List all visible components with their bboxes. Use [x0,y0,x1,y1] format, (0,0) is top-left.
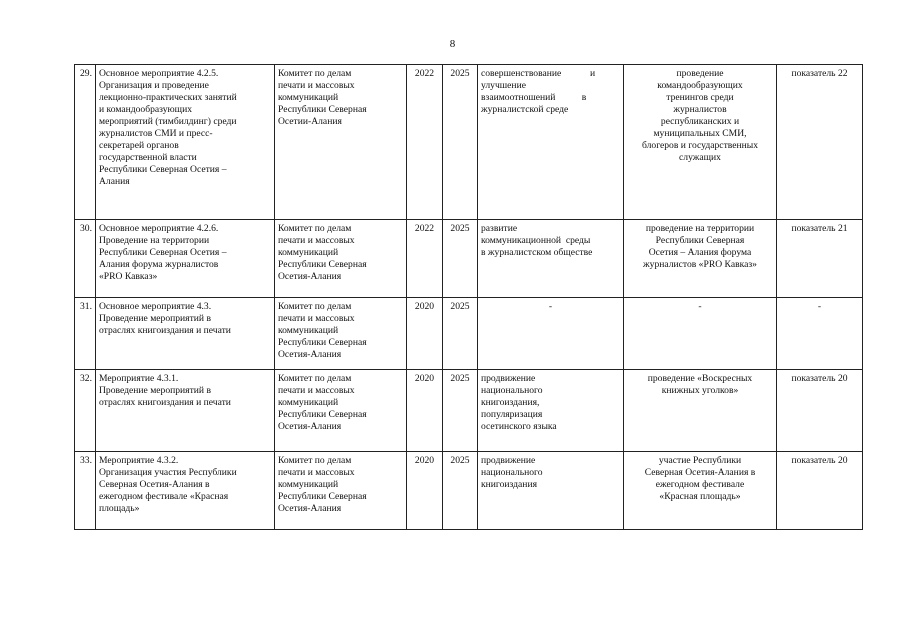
event-cell [96,298,275,370]
event-cell [96,65,275,220]
result-cell-line: совершенствование и [481,68,596,79]
result-cell-line: национального [481,467,543,478]
result-cell-line: улучшение [481,80,526,91]
event-cell-line: «PRO Кавказ» [99,271,158,282]
result-cell-line: журналистской среде [481,104,569,115]
indicator-cell: показатель 20 [777,452,863,530]
action-cell-line: Республики Северная [655,235,745,246]
executor-cell-line: коммуникаций [278,325,339,336]
event-cell-line: лекционно-практических занятий [99,92,237,103]
executor-cell-line: Республики Северная [278,491,367,502]
result-cell-line: коммуникационной среды [481,235,591,246]
executor-cell-line: Комитет по делам [278,455,352,466]
result-cell-line: национального [481,385,543,396]
event-cell-line: Основное мероприятие 4.3. [99,301,212,312]
executor-cell [275,220,407,298]
action-cell-line: проведение [676,68,724,79]
action-cell-line: - [698,301,702,312]
event-cell-line: Организация и проведение [99,80,209,91]
executor-cell [275,65,407,220]
result-cell-line: в журналистском обществе [481,247,593,258]
action-cell [624,370,777,452]
action-cell-line: Осетия – Алания форума [648,247,752,258]
event-cell [96,220,275,298]
table-row [75,452,863,530]
end-year: 2025 [443,298,478,370]
executor-cell-line: коммуникаций [278,247,339,258]
event-cell-line: мероприятий (тимбилдинг) среди [99,116,237,127]
executor-cell [275,370,407,452]
executor-cell [275,452,407,530]
table-row [75,298,863,370]
result-cell-line: взаимоотношений в [481,92,587,103]
event-cell-line: Мероприятие 4.3.2. [99,455,179,466]
result-cell [478,220,624,298]
start-year: 2020 [407,370,443,452]
activities-table [74,64,863,530]
event-cell-line: Основное мероприятие 4.2.5. [99,68,219,79]
event-cell-line: Алания [99,176,130,187]
action-cell-line: проведение на территории [645,223,755,234]
executor-cell-line: Осетия-Алания [278,271,342,282]
event-cell-line: Основное мероприятие 4.2.6. [99,223,219,234]
action-cell-line: ежегодном фестивале [655,479,745,490]
start-year: 2020 [407,452,443,530]
executor-cell-line: коммуникаций [278,92,339,103]
executor-cell-line: Осетия-Алания [278,503,342,514]
executor-cell-line: коммуникаций [278,479,339,490]
event-cell-line: Республики Северная Осетия – [99,247,227,258]
event-cell-line: журналистов СМИ и пресс- [99,128,213,139]
executor-cell-line: Республики Северная [278,104,367,115]
action-cell-line: блогеров и государственных [641,140,759,151]
action-cell [624,220,777,298]
event-cell-line: Организация участия Республики [99,467,237,478]
action-cell-line: проведение «Воскресных [647,373,753,384]
table-row [75,220,863,298]
result-cell-line: развитие [481,223,518,234]
row-number: 29. [75,65,96,220]
result-cell-line: - [548,301,553,312]
executor-cell-line: Республики Северная [278,337,367,348]
start-year: 2020 [407,298,443,370]
executor-cell-line: печати и массовых [278,313,355,324]
event-cell-line: и командообразующих [99,104,192,115]
indicator-cell: показатель 22 [777,65,863,220]
executor-cell-line: печати и массовых [278,235,355,246]
result-cell [478,370,624,452]
action-cell-line: журналистов «PRO Кавказ» [643,259,757,270]
event-cell-line: государственной власти [99,152,197,163]
executor-cell-line: Республики Северная [278,409,367,420]
executor-cell-line: печати и массовых [278,80,355,91]
indicator-cell: - [777,298,863,370]
end-year: 2025 [443,370,478,452]
action-cell-line: «Красная площадь» [659,491,741,502]
row-number: 31. [75,298,96,370]
result-cell-line: продвижение [481,373,536,384]
result-cell [478,298,624,370]
result-cell [478,452,624,530]
row-number: 33. [75,452,96,530]
event-cell-line: Северная Осетия-Алания в [99,479,210,490]
start-year: 2022 [407,65,443,220]
table-row [75,65,863,220]
event-cell-line: отраслях книгоиздания и печати [99,325,231,336]
indicator-cell: показатель 21 [777,220,863,298]
action-cell-line: журналистов [673,104,727,115]
action-cell-line: республиканских и [660,116,740,127]
event-cell-line: секретарей органов [99,140,179,151]
action-cell-line: муниципальных СМИ, [653,128,747,139]
executor-cell-line: Республики Северная [278,259,367,270]
result-cell-line: книгоиздания [481,479,537,490]
result-cell-line: книгоиздания, [481,397,540,408]
row-number: 30. [75,220,96,298]
end-year: 2025 [443,65,478,220]
action-cell-line: участие Республики [658,455,742,466]
start-year: 2022 [407,220,443,298]
event-cell-line: ежегодном фестивале «Красная [99,491,229,502]
action-cell-line: служащих [679,152,721,163]
event-cell-line: Проведение на территории [99,235,210,246]
action-cell-line: книжных уголков» [661,385,739,396]
result-cell-line: осетинского языка [481,421,557,432]
event-cell-line: отраслях книгоиздания и печати [99,397,231,408]
event-cell-line: Мероприятие 4.3.1. [99,373,179,384]
executor-cell-line: Комитет по делам [278,373,352,384]
event-cell [96,370,275,452]
action-cell-line: тренингов среди [666,92,734,103]
page-number: 8 [449,38,456,50]
action-cell-line: командообразующих [657,80,743,91]
result-cell [478,65,624,220]
executor-cell-line: Осетия-Алания [278,349,342,360]
executor-cell-line: Осетия-Алания [278,421,342,432]
end-year: 2025 [443,220,478,298]
row-number: 32. [75,370,96,452]
executor-cell-line: Комитет по делам [278,68,352,79]
action-cell [624,298,777,370]
executor-cell-line: коммуникаций [278,397,339,408]
executor-cell-line: Комитет по делам [278,301,352,312]
event-cell-line: площадь» [99,503,140,514]
action-cell [624,65,777,220]
executor-cell-line: печати и массовых [278,385,355,396]
action-cell [624,452,777,530]
table-row [75,370,863,452]
event-cell [96,452,275,530]
indicator-cell: показатель 20 [777,370,863,452]
executor-cell-line: Осетии-Алания [278,116,342,127]
executor-cell-line: печати и массовых [278,467,355,478]
event-cell-line: Проведение мероприятий в [99,313,211,324]
executor-cell-line: Комитет по делам [278,223,352,234]
action-cell-line: Северная Осетия-Алания в [644,467,756,478]
event-cell-line: Алания форума журналистов [99,259,219,270]
event-cell-line: Республики Северная Осетия – [99,164,227,175]
result-cell-line: популяризация [481,409,543,420]
end-year: 2025 [443,452,478,530]
result-cell-line: продвижение [481,455,536,466]
event-cell-line: Проведение мероприятий в [99,385,211,396]
executor-cell [275,298,407,370]
